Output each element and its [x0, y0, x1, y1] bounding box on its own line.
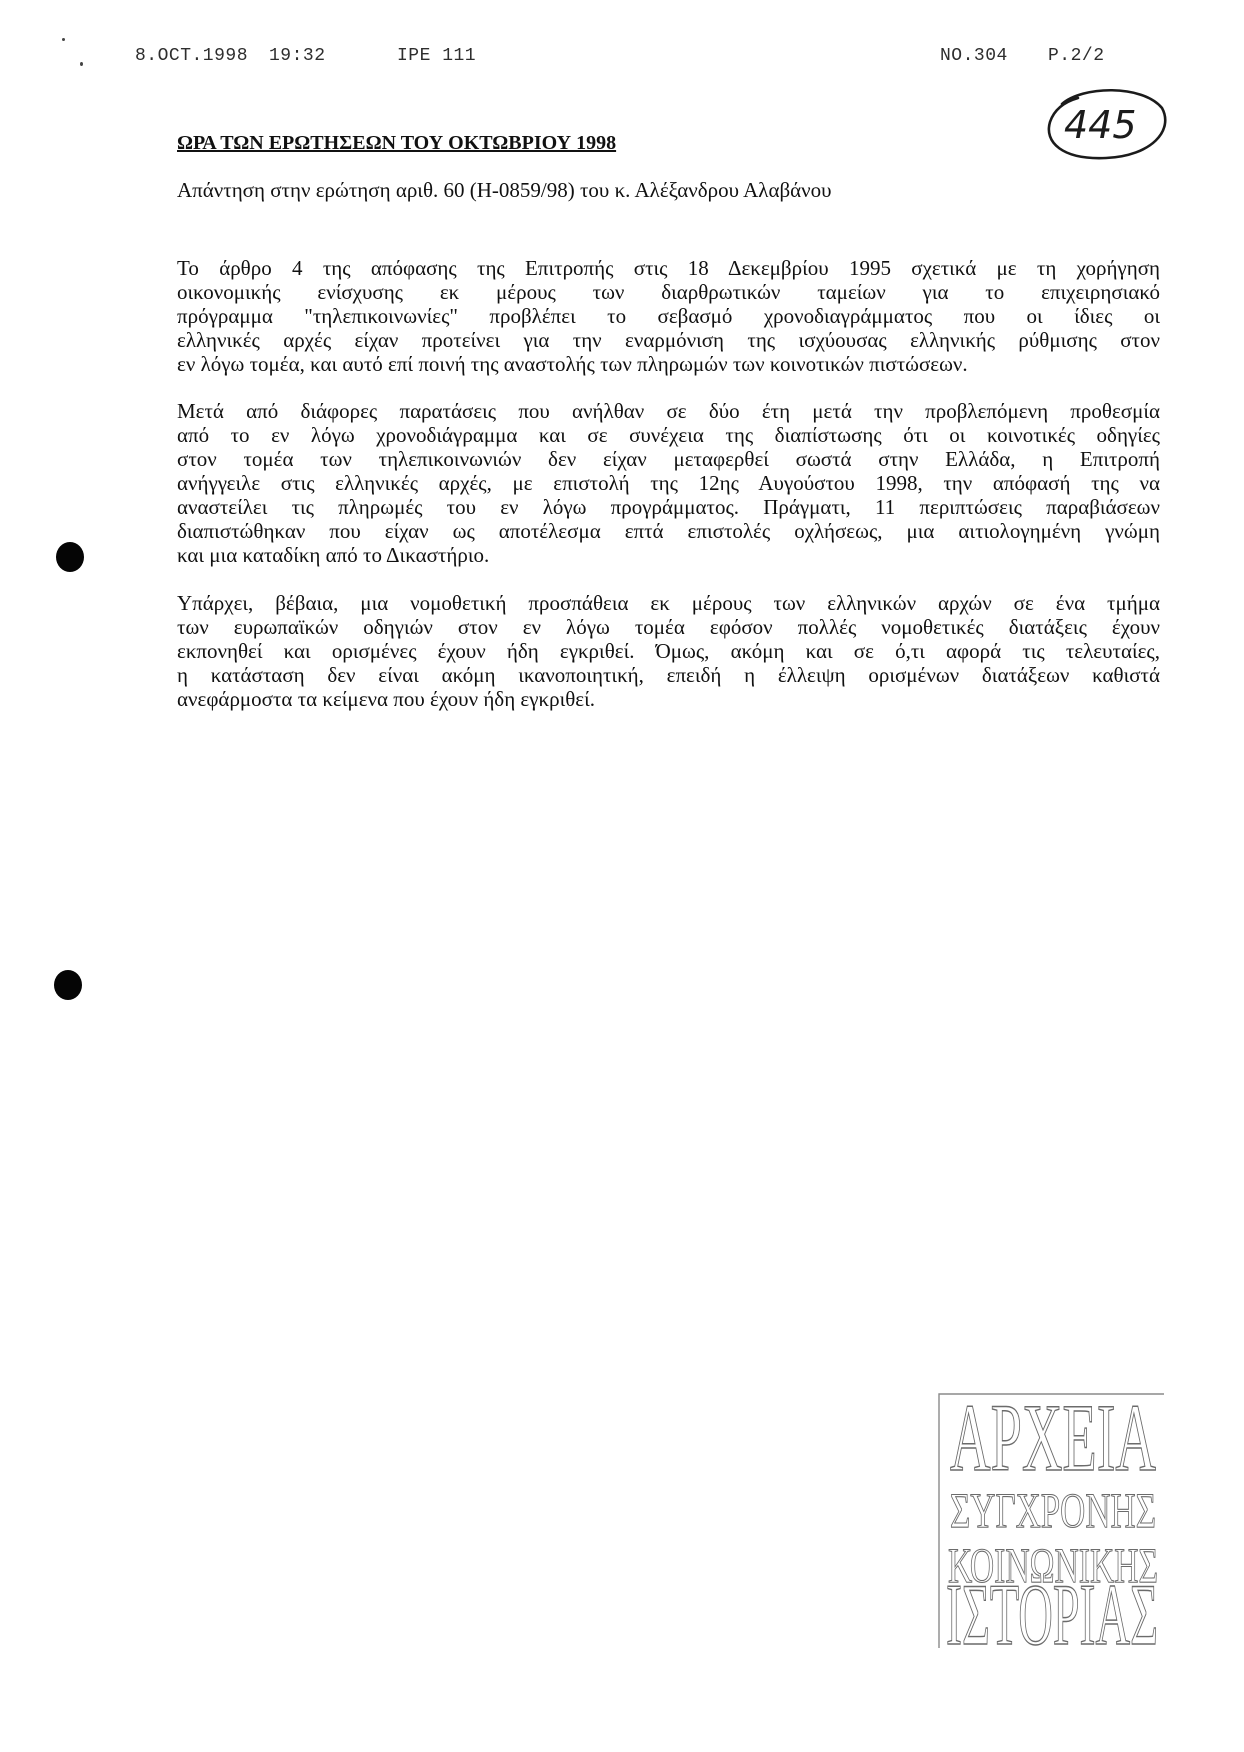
paragraph [177, 399, 1160, 567]
scan-speck [62, 38, 65, 41]
text-line: αναστείλει τις πληρωμές του εν λόγω προγράμματος. Πράγματι, 11 περιπτώσεις παραβιάσεων [177, 495, 1160, 519]
fax-date: 8.OCT.1998 [135, 46, 249, 66]
text-line: οικονομικής ενίσχυσης εκ μέρους των διαρθρωτικών ταμείων για το επιχειρησιακό [177, 280, 1160, 304]
text-line: η κατάσταση δεν είναι ακόμη ικανοποιητική, επειδή η έλλειψη ορισμένων διατάξεων καθιστά [177, 663, 1160, 687]
text-line: Μετά από διάφορες παρατάσεις που ανήλθαν σε δύο έτη μετά την προβλεπόμενη προθεσμία [177, 399, 1160, 423]
fax-number: NO.304 [940, 46, 1008, 66]
archive-stamp [936, 1384, 1166, 1664]
text-line: των ευρωπαϊκών οδηγιών στον εν λόγω τομέα εφόσον πολλές νομοθετικές διατάξεις έχουν [177, 615, 1160, 639]
stamp-line: ΑΡΧΕΙΑ [950, 1384, 1156, 1491]
text-line: ανεφάρμοστα τα κείμενα που έχουν ήδη εγκριθεί. [177, 687, 596, 711]
handwritten-number-text: 445 [1064, 103, 1137, 147]
text-line: εν λόγω τομέα, και αυτό επί ποινή της αναστολής των πληρωμών των κοινοτικών πιστώσεων. [177, 352, 968, 376]
text-line: Υπάρχει, βέβαια, μια νομοθετική προσπάθεια εκ μέρους των ελληνικών αρχών σε ένα τμήμα [177, 591, 1160, 615]
document-subtitle: Απάντηση στην ερώτηση αριθ. 60 (Η-0859/98) του κ. Αλέξανδρου Αλαβάνου [177, 178, 832, 202]
fax-sender: IPE 111 [397, 46, 477, 66]
stamp-line: ΙΣΤΟΡΙΑΣ [946, 1567, 1158, 1664]
text-line: ελληνικές αρχές είχαν προτείνει για την εναρμόνιση της ισχύουσας ελληνικής ρύθμισης στον [177, 328, 1160, 352]
fax-page: P.2/2 [1048, 46, 1105, 66]
stamp-line: ΚΟΙΝΩΝΙΚΗΣ [948, 1537, 1158, 1593]
text-line: και μια καταδίκη από το Δικαστήριο. [177, 543, 490, 567]
text-line: από το εν λόγω χρονοδιάγραμμα και σε συνέχεια της διαπίστωσης ότι οι κοινοτικές οδηγίες [177, 423, 1160, 447]
punch-hole [56, 542, 84, 572]
text-line: ανήγγειλε στις ελληνικές αρχές, με επιστολή της 12ης Αυγούστου 1998, την απόφασή της να [177, 471, 1160, 495]
scan-speck [80, 62, 83, 66]
handwritten-circled-number [1042, 82, 1170, 166]
text-line: στον τομέα των τηλεπικοινωνιών δεν είχαν μεταφερθεί σωστά στην Ελλάδα, η Επιτροπή [177, 447, 1160, 471]
stamp-line: ΣΥΓΧΡΟΝΗΣ [950, 1482, 1156, 1538]
text-line: διαπιστώθηκαν που είχαν ως αποτέλεσμα επτά επιστολές οχλήσεως, μια αιτιολογημένη γνώμη [177, 519, 1160, 543]
text-line: πρόγραμμα "τηλεπικοινωνίες" προβλέπει το σεβασμό χρονοδιαγράμματος που οι ίδιες οι [177, 304, 1160, 328]
paragraph [177, 591, 1160, 711]
text-line: Το άρθρο 4 της απόφασης της Επιτροπής στις 18 Δεκεμβρίου 1995 σχετικά με τη χορήγηση [177, 256, 1160, 280]
text-line: εκπονηθεί και ορισμένες έχουν ήδη εγκριθεί. Όμως, ακόμη και σε ό,τι αφορά τις τελευταίες, [177, 639, 1160, 663]
fax-time: 19:32 [269, 46, 326, 66]
document-title: ΩΡΑ ΤΩΝ ΕΡΩΤΗΣΕΩΝ ΤΟΥ ΟΚΤΩΒΡΙΟΥ 1998 [177, 132, 617, 154]
punch-hole [54, 970, 82, 1000]
paragraph [177, 256, 1160, 376]
